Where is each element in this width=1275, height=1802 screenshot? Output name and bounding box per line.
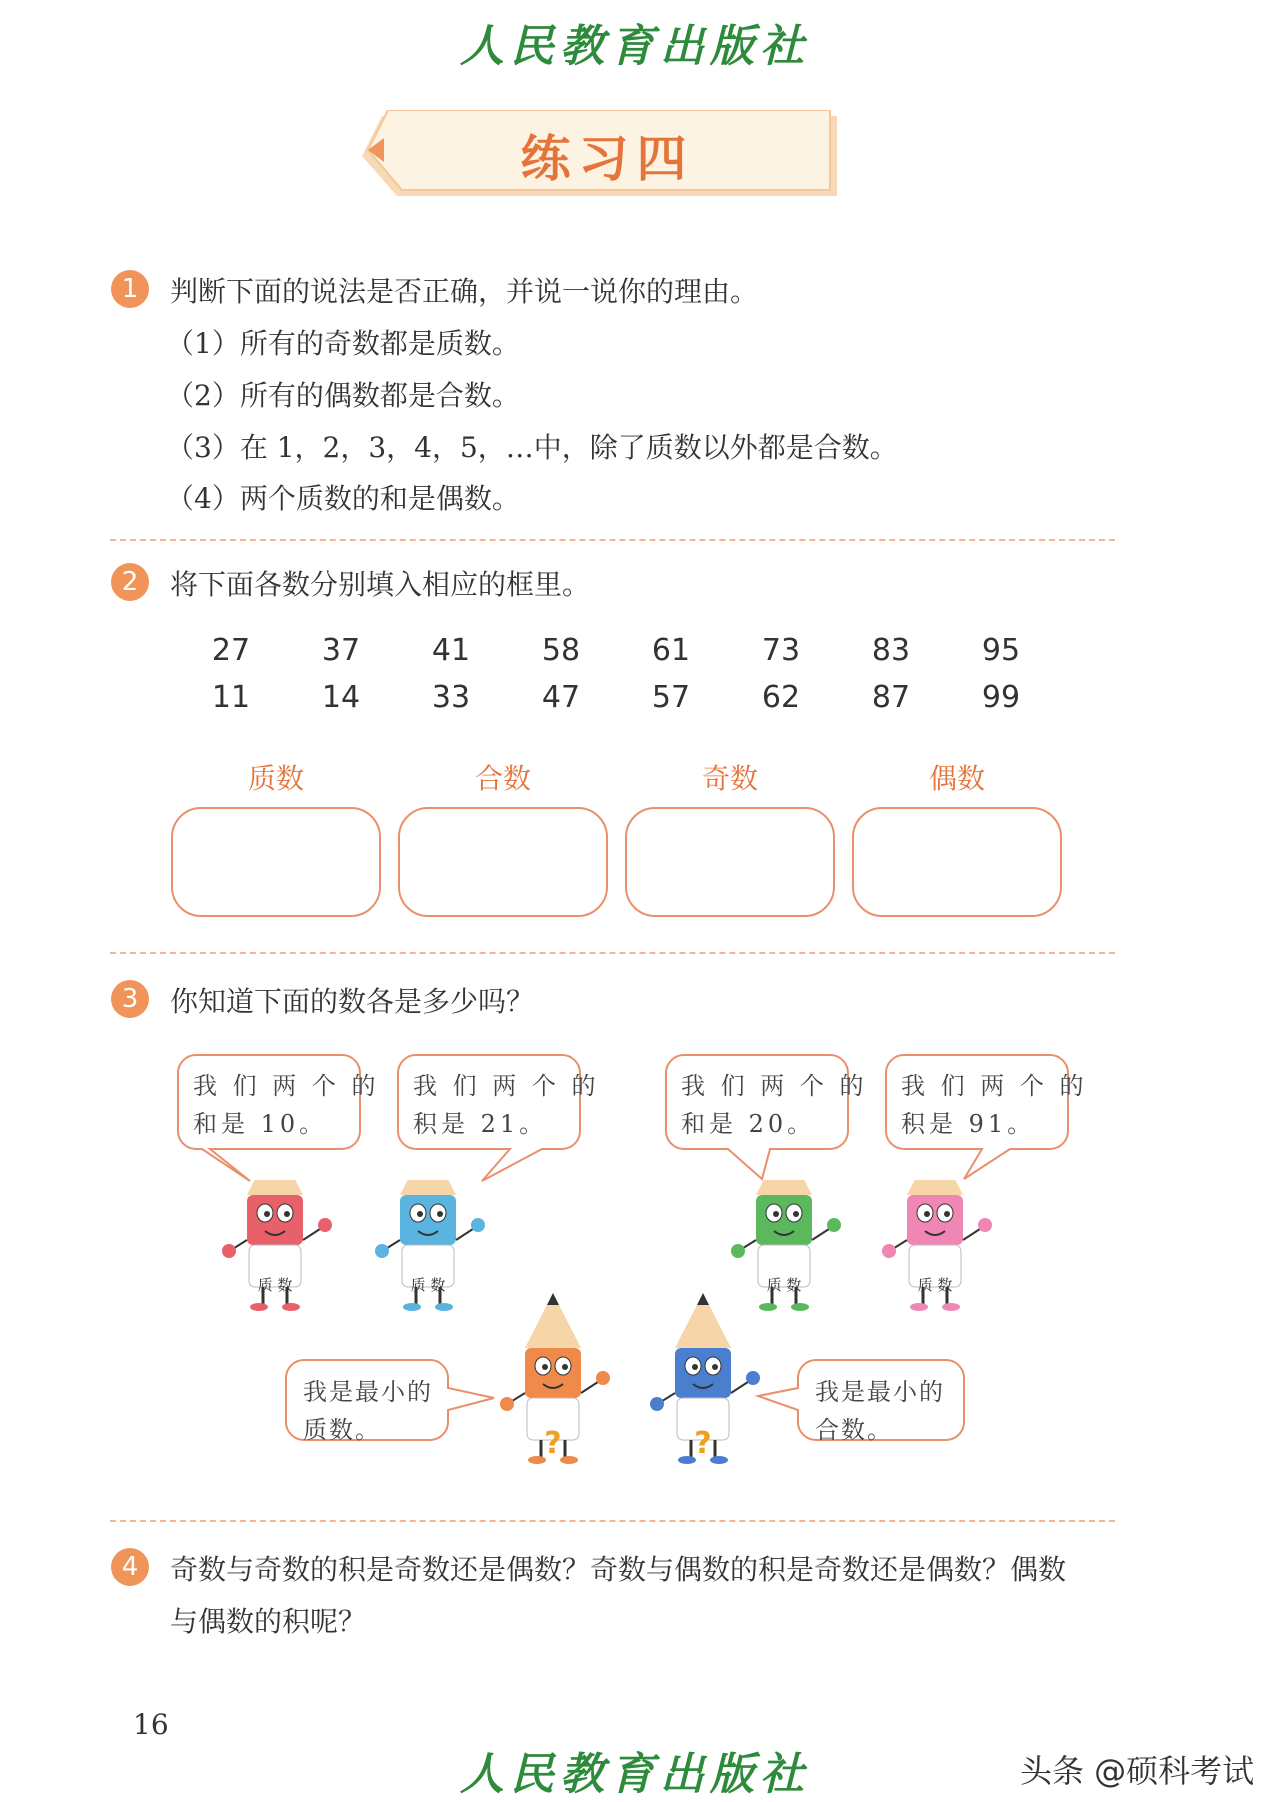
number-cell: 73	[761, 633, 801, 668]
question-4-text-line2: 与偶数的积呢？	[170, 1605, 367, 1638]
shirt-label-3: 质 数	[766, 1276, 802, 1294]
bubble-text-sum-10: 我 们 两 个 的 和是 10。	[193, 1072, 380, 1138]
category-label-composite: 合数	[474, 762, 531, 795]
pencil-characters	[0, 1180, 1275, 1480]
bubble-text-sum-20: 我 们 两 个 的 和是 20。	[681, 1072, 868, 1138]
divider-3	[110, 1520, 1115, 1522]
bubble-text-smallest-prime: 我是最小的 质数。	[303, 1378, 433, 1444]
number-cell: 95	[981, 633, 1021, 668]
number-cell: 57	[651, 680, 691, 715]
shirt-label-2: 质 数	[410, 1276, 446, 1294]
answer-box-odd[interactable]	[625, 807, 835, 917]
answer-box-prime[interactable]	[171, 807, 381, 917]
bubble-text-product-21: 我 们 两 个 的 积是 21。	[413, 1072, 600, 1138]
q1-item-4: （4）两个质数的和是偶数。	[166, 482, 520, 515]
number-cell: 33	[431, 680, 471, 715]
number-cell: 58	[541, 633, 581, 668]
number-cell: 14	[321, 680, 361, 715]
category-label-prime: 质数	[247, 762, 304, 795]
number-cell: 83	[871, 633, 911, 668]
shirt-label-4: 质 数	[917, 1276, 953, 1294]
shirt-label-1: 质 数	[257, 1276, 293, 1294]
number-cell: 41	[431, 633, 471, 668]
question-number-1: 1	[111, 270, 149, 308]
question-number-3: 3	[111, 980, 149, 1018]
question-mark-1: ?	[544, 1426, 562, 1461]
number-cell: 99	[981, 680, 1021, 715]
question-2-text: 将下面各数分别填入相应的框里。	[170, 568, 591, 601]
bubble-text-smallest-composite: 我是最小的 合数。	[815, 1378, 945, 1444]
category-label-odd: 奇数	[701, 762, 758, 795]
page-title: 练习四	[520, 129, 695, 188]
number-cell: 27	[211, 633, 251, 668]
number-cell: 62	[761, 680, 801, 715]
number-cell: 61	[651, 633, 691, 668]
publisher-header: 人民教育出版社	[460, 21, 810, 72]
number-cell: 37	[321, 633, 361, 668]
question-3-text: 你知道下面的数各是多少吗？	[170, 985, 535, 1018]
number-cell: 87	[871, 680, 911, 715]
q1-item-3: （3）在 1，2，3，4，5，…中，除了质数以外都是合数。	[166, 431, 898, 464]
answer-box-even[interactable]	[852, 807, 1062, 917]
question-number-4: 4	[111, 1548, 149, 1586]
watermark: 头条 @硕科考试	[1020, 1752, 1255, 1790]
question-number-2: 2	[111, 563, 149, 601]
question-1-text: 判断下面的说法是否正确，并说一说你的理由。	[170, 275, 759, 308]
divider-1	[110, 539, 1115, 541]
bubble-text-product-91: 我 们 两 个 的 积是 91。	[901, 1072, 1088, 1138]
category-label-even: 偶数	[928, 762, 985, 795]
question-4-text-line1: 奇数与奇数的积是奇数还是偶数？奇数与偶数的积是奇数还是偶数？偶数	[170, 1553, 1067, 1586]
divider-2	[110, 952, 1115, 954]
question-mark-2: ?	[694, 1426, 712, 1461]
number-cell: 47	[541, 680, 581, 715]
number-cell: 11	[211, 680, 251, 715]
q1-item-1: （1）所有的奇数都是质数。	[166, 327, 520, 360]
answer-box-composite[interactable]	[398, 807, 608, 917]
q1-item-2: （2）所有的偶数都是合数。	[166, 379, 520, 412]
page-number: 16	[133, 1708, 169, 1741]
publisher-footer: 人民教育出版社	[460, 1749, 810, 1800]
